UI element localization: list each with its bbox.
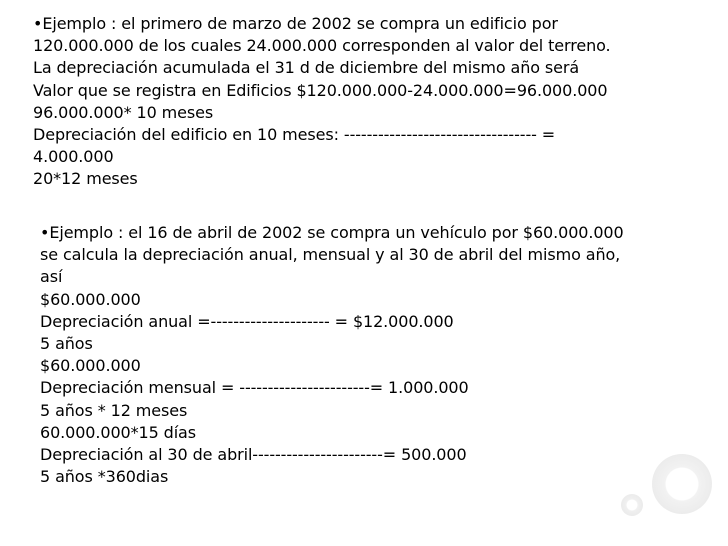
- example-1-line: 96.000.000* 10 meses: [33, 102, 214, 122]
- example-2-line: •Ejemplo : el 16 de abril de 2002 se compra un vehículo por $60.000.000: [40, 223, 624, 242]
- example-1-line: Valor que se registra en Edificios $120.000.000-24.000.000=96.000.000: [33, 80, 608, 100]
- example-2-line: 60.000.000*15 días: [40, 422, 196, 442]
- example-1-line: 4.000.000: [33, 147, 114, 167]
- example-1-line: 120.000.000 de los cuales 24.000.000 corresponden al valor del terreno.: [33, 36, 611, 56]
- example-1-text-block: [33, 13, 611, 191]
- example-2-line: así: [40, 267, 63, 287]
- example-2-line: 5 años *360dias: [40, 467, 169, 487]
- large-circle-ornament: [652, 454, 712, 514]
- example-2-line: $60.000.000: [40, 289, 141, 309]
- example-2-line: Depreciación al 30 de abril-----------------------= 500.000: [40, 445, 467, 465]
- example-2-line: Depreciación anual =--------------------- = $12.000.000: [40, 311, 454, 331]
- example-1-line: 20*12 meses: [33, 169, 138, 189]
- example-2-line: 5 años * 12 meses: [40, 400, 188, 420]
- example-1-line: •Ejemplo : el primero de marzo de 2002 se compra un edificio por: [33, 14, 558, 33]
- example-1-line: La depreciación acumulada el 31 d de diciembre del mismo año será: [33, 58, 580, 78]
- example-1-line: Depreciación del edificio en 10 meses: ---------------------------------- =: [33, 125, 556, 145]
- example-2-line: 5 años: [40, 334, 93, 354]
- example-2-line: Depreciación mensual = -----------------------= 1.000.000: [40, 378, 469, 398]
- example-2-line: $60.000.000: [40, 356, 141, 376]
- small-circle-ornament: [621, 494, 643, 516]
- example-2-line: se calcula la depreciación anual, mensual y al 30 de abril del mismo año,: [40, 245, 621, 265]
- example-2-text-block: [40, 222, 624, 488]
